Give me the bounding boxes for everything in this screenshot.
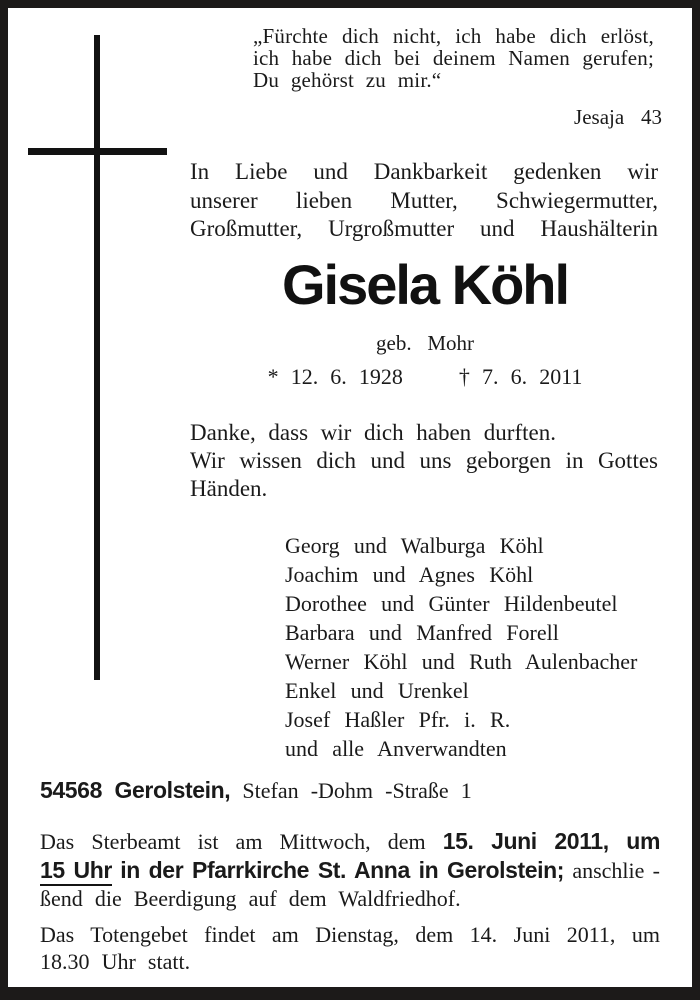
intro-line: In Liebe und Dankbarkeit gedenken wir [190,159,658,184]
funeral-text: anschlie - [572,858,661,883]
mourner-line: und alle Anverwandten [285,736,507,761]
mourner-line: Dorothee und Günter Hildenbeutel [285,591,618,616]
intro-line: Großmutter, Urgroßmutter und Haushälterin [190,216,658,241]
mourners-list [285,531,637,763]
funeral-line [40,856,660,885]
funeral-line [40,827,660,856]
maiden-name: geb. Mohr [376,331,474,355]
mourner-line: Georg und Walburga Köhl [285,533,544,558]
life-dates [190,364,660,390]
intro-text [190,158,658,244]
funeral-line: ßend die Beerdigung auf dem Waldfriedhof. [40,886,461,911]
death-date: † 7. 6. 2011 [458,364,583,389]
deceased-name: Gisela Köhl [281,253,569,316]
funeral-notice [40,827,660,913]
city-label: 54568 Gerolstein, [40,777,231,803]
quote-line: „Fürchte dich nicht, ich habe dich erlöst, [253,24,654,48]
address-line [40,777,472,804]
prayer-line: Das Totengebet findet am Dienstag, dem 14. Juni 2011, um [40,922,660,947]
mourner-line: Barbara und Manfred Forell [285,620,559,645]
cross-icon-horizontal-bar [28,148,167,155]
scripture-quote [253,25,654,91]
mourner-line: Josef Haßler Pfr. i. R. [285,707,511,732]
quote-source: Jesaja 43 [574,105,662,129]
thanks-line: Händen. [190,476,268,501]
mourner-line: Joachim und Agnes Köhl [285,562,534,587]
thanks-line: Danke, dass wir dich haben durften. [190,420,556,445]
funeral-place-bold: in der Pfarrkirche St. Anna in Gerolstein; [120,857,565,883]
cross-icon-vertical-bar [94,35,100,680]
prayer-line: 18.30 Uhr statt. [40,949,191,974]
funeral-text: Das Sterbeamt ist am Mittwoch, dem [40,829,426,854]
thanks-text [190,419,658,503]
funeral-date-bold: 15. Juni 2011, um [442,828,661,854]
birth-date: * 12. 6. 1928 [267,364,403,389]
prayer-notice [40,921,660,975]
intro-line: unserer lieben Mutter, Schwiegermutter, [190,187,658,213]
quote-line: Du gehörst zu mir.“ [253,68,442,92]
mourner-line: Enkel und Urenkel [285,678,469,703]
street-label: Stefan -Dohm -Straße 1 [242,778,472,803]
funeral-time-underlined: 15 Uhr [40,857,112,886]
quote-line: ich habe dich bei deinem Namen gerufen; [253,46,654,70]
thanks-line: Wir wissen dich und uns geborgen in Gottes [190,448,658,473]
mourner-line: Werner Köhl und Ruth Aulenbacher [285,649,638,674]
